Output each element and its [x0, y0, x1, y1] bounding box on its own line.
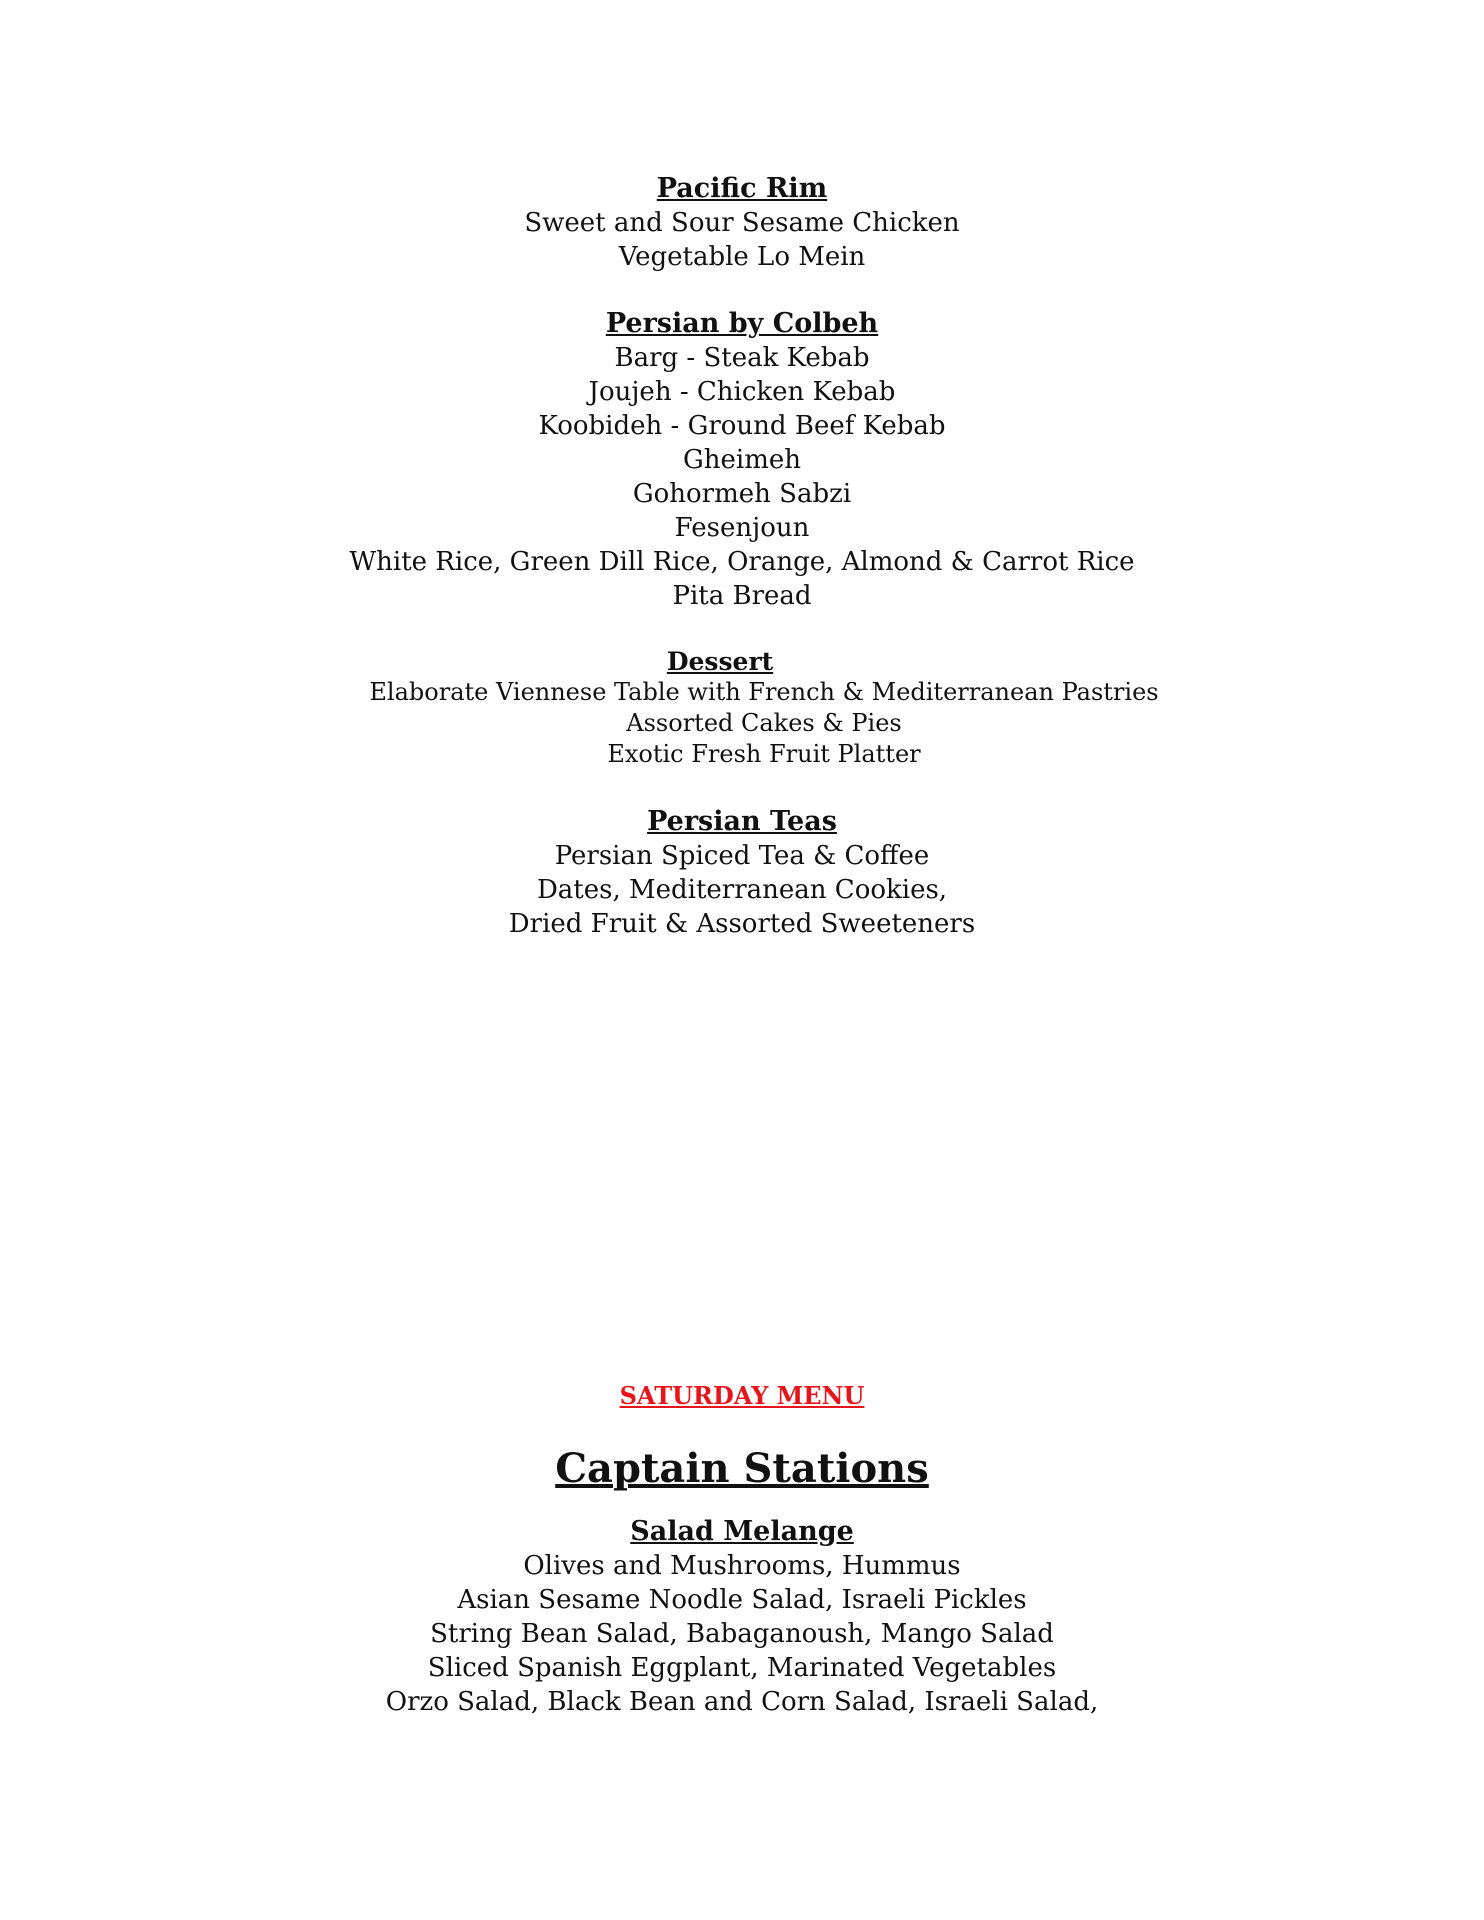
captain-stations-title-block: [0, 1444, 1484, 1494]
menu-item: Fesenjoun: [674, 513, 810, 543]
saturday-menu-heading-block: [0, 1381, 1484, 1411]
menu-item: Elaborate Viennese Table with French & Mediterranean Pastries: [369, 678, 1159, 706]
section-persian-teas: [0, 805, 1484, 941]
section-persian-by-colbeh: [0, 307, 1484, 613]
menu-item: Dates, Mediterranean Cookies,: [536, 875, 948, 905]
section-title: Pacific Rim: [656, 173, 828, 204]
menu-item: Olives and Mushrooms, Hummus: [523, 1551, 961, 1581]
section-title: Persian Teas: [647, 806, 837, 837]
section-title: Persian by Colbeh: [605, 308, 879, 339]
menu-item: Joujeh - Chicken Kebab: [588, 377, 896, 407]
menu-item: Sliced Spanish Eggplant, Marinated Vegetables: [427, 1653, 1057, 1683]
menu-item: Persian Spiced Tea & Coffee: [554, 841, 930, 871]
menu-item: Orzo Salad, Black Bean and Corn Salad, Israeli Salad,: [385, 1687, 1099, 1717]
menu-item: Dried Fruit & Assorted Sweeteners: [508, 909, 976, 939]
menu-item: Exotic Fresh Fruit Platter: [607, 740, 921, 768]
section-title: Salad Melange: [630, 1516, 854, 1547]
section-salad-melange: [0, 1515, 1484, 1719]
saturday-menu-heading: SATURDAY MENU: [619, 1381, 865, 1410]
menu-item: Pita Bread: [672, 581, 812, 611]
menu-item: Sweet and Sour Sesame Chicken: [524, 208, 960, 238]
section-pacific-rim: [0, 172, 1484, 274]
page-title: Captain Stations: [555, 1445, 929, 1492]
section-title: Dessert: [666, 647, 774, 676]
menu-item: White Rice, Green Dill Rice, Orange, Almond & Carrot Rice: [349, 547, 1135, 577]
menu-item: Gohormeh Sabzi: [632, 479, 852, 509]
menu-item: Assorted Cakes & Pies: [626, 709, 902, 737]
menu-item: String Bean Salad, Babaganoush, Mango Salad: [430, 1619, 1054, 1649]
menu-item: Koobideh - Ground Beef Kebab: [538, 411, 946, 441]
section-dessert: [44, 646, 1484, 770]
menu-item: Asian Sesame Noodle Salad, Israeli Pickles: [457, 1585, 1027, 1615]
menu-item: Vegetable Lo Mein: [618, 242, 866, 272]
menu-item: Barg - Steak Kebab: [614, 343, 870, 373]
menu-item: Gheimeh: [682, 445, 801, 475]
